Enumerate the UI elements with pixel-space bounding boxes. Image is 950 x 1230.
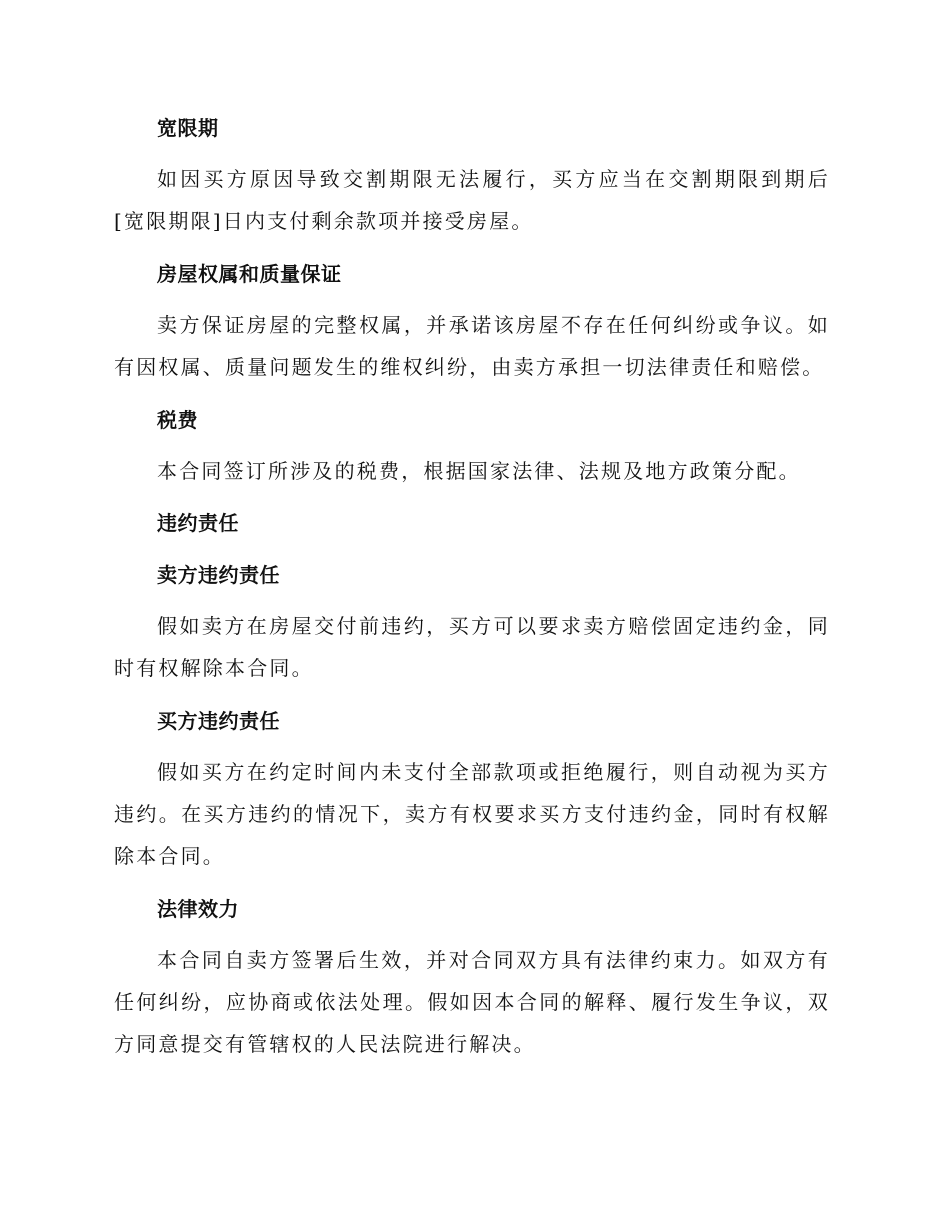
section-heading-title-quality: 房屋权属和质量保证 (157, 262, 342, 286)
section-heading-liability: 违约责任 (157, 511, 239, 535)
section-body-taxes: 本合同签订所涉及的税费，根据国家法律、法规及地方政策分配。 (157, 459, 801, 483)
section-heading-taxes: 税费 (157, 408, 198, 432)
section-body-buyer-liability: 假如买方在约定时间内未支付全部款项或拒绝履行，则自动视为买方违约。在买方违约的情况下，卖方有权要求买方支付违约金，同时有权解除本合同。 (114, 760, 830, 868)
section-heading-grace-period: 宽限期 (157, 116, 219, 140)
section-body-legal-effect: 本合同自卖方签署后生效，并对合同双方具有法律约束力。如双方有任何纠纷，应协商或依法处理。假如因本合同的解释、履行发生争议，双方同意提交有管辖权的人民法院进行解决。 (114, 948, 830, 1056)
section-body-grace-period: 如因买方原因导致交割期限无法履行，买方应当在交割期限到期后[宽限期限]日内支付剩余款项并接受房屋。 (114, 167, 830, 233)
section-body-seller-liability: 假如卖方在房屋交付前违约，买方可以要求卖方赔偿固定违约金，同时有权解除本合同。 (114, 614, 830, 680)
section-heading-seller-liability: 卖方违约责任 (157, 563, 280, 587)
section-body-title-quality: 卖方保证房屋的完整权属，并承诺该房屋不存在任何纠纷或争议。如有因权属、质量问题发生的维权纠纷，由卖方承担一切法律责任和赔偿。 (114, 313, 830, 379)
section-heading-legal-effect: 法律效力 (157, 897, 239, 921)
section-heading-buyer-liability: 买方违约责任 (157, 709, 280, 733)
